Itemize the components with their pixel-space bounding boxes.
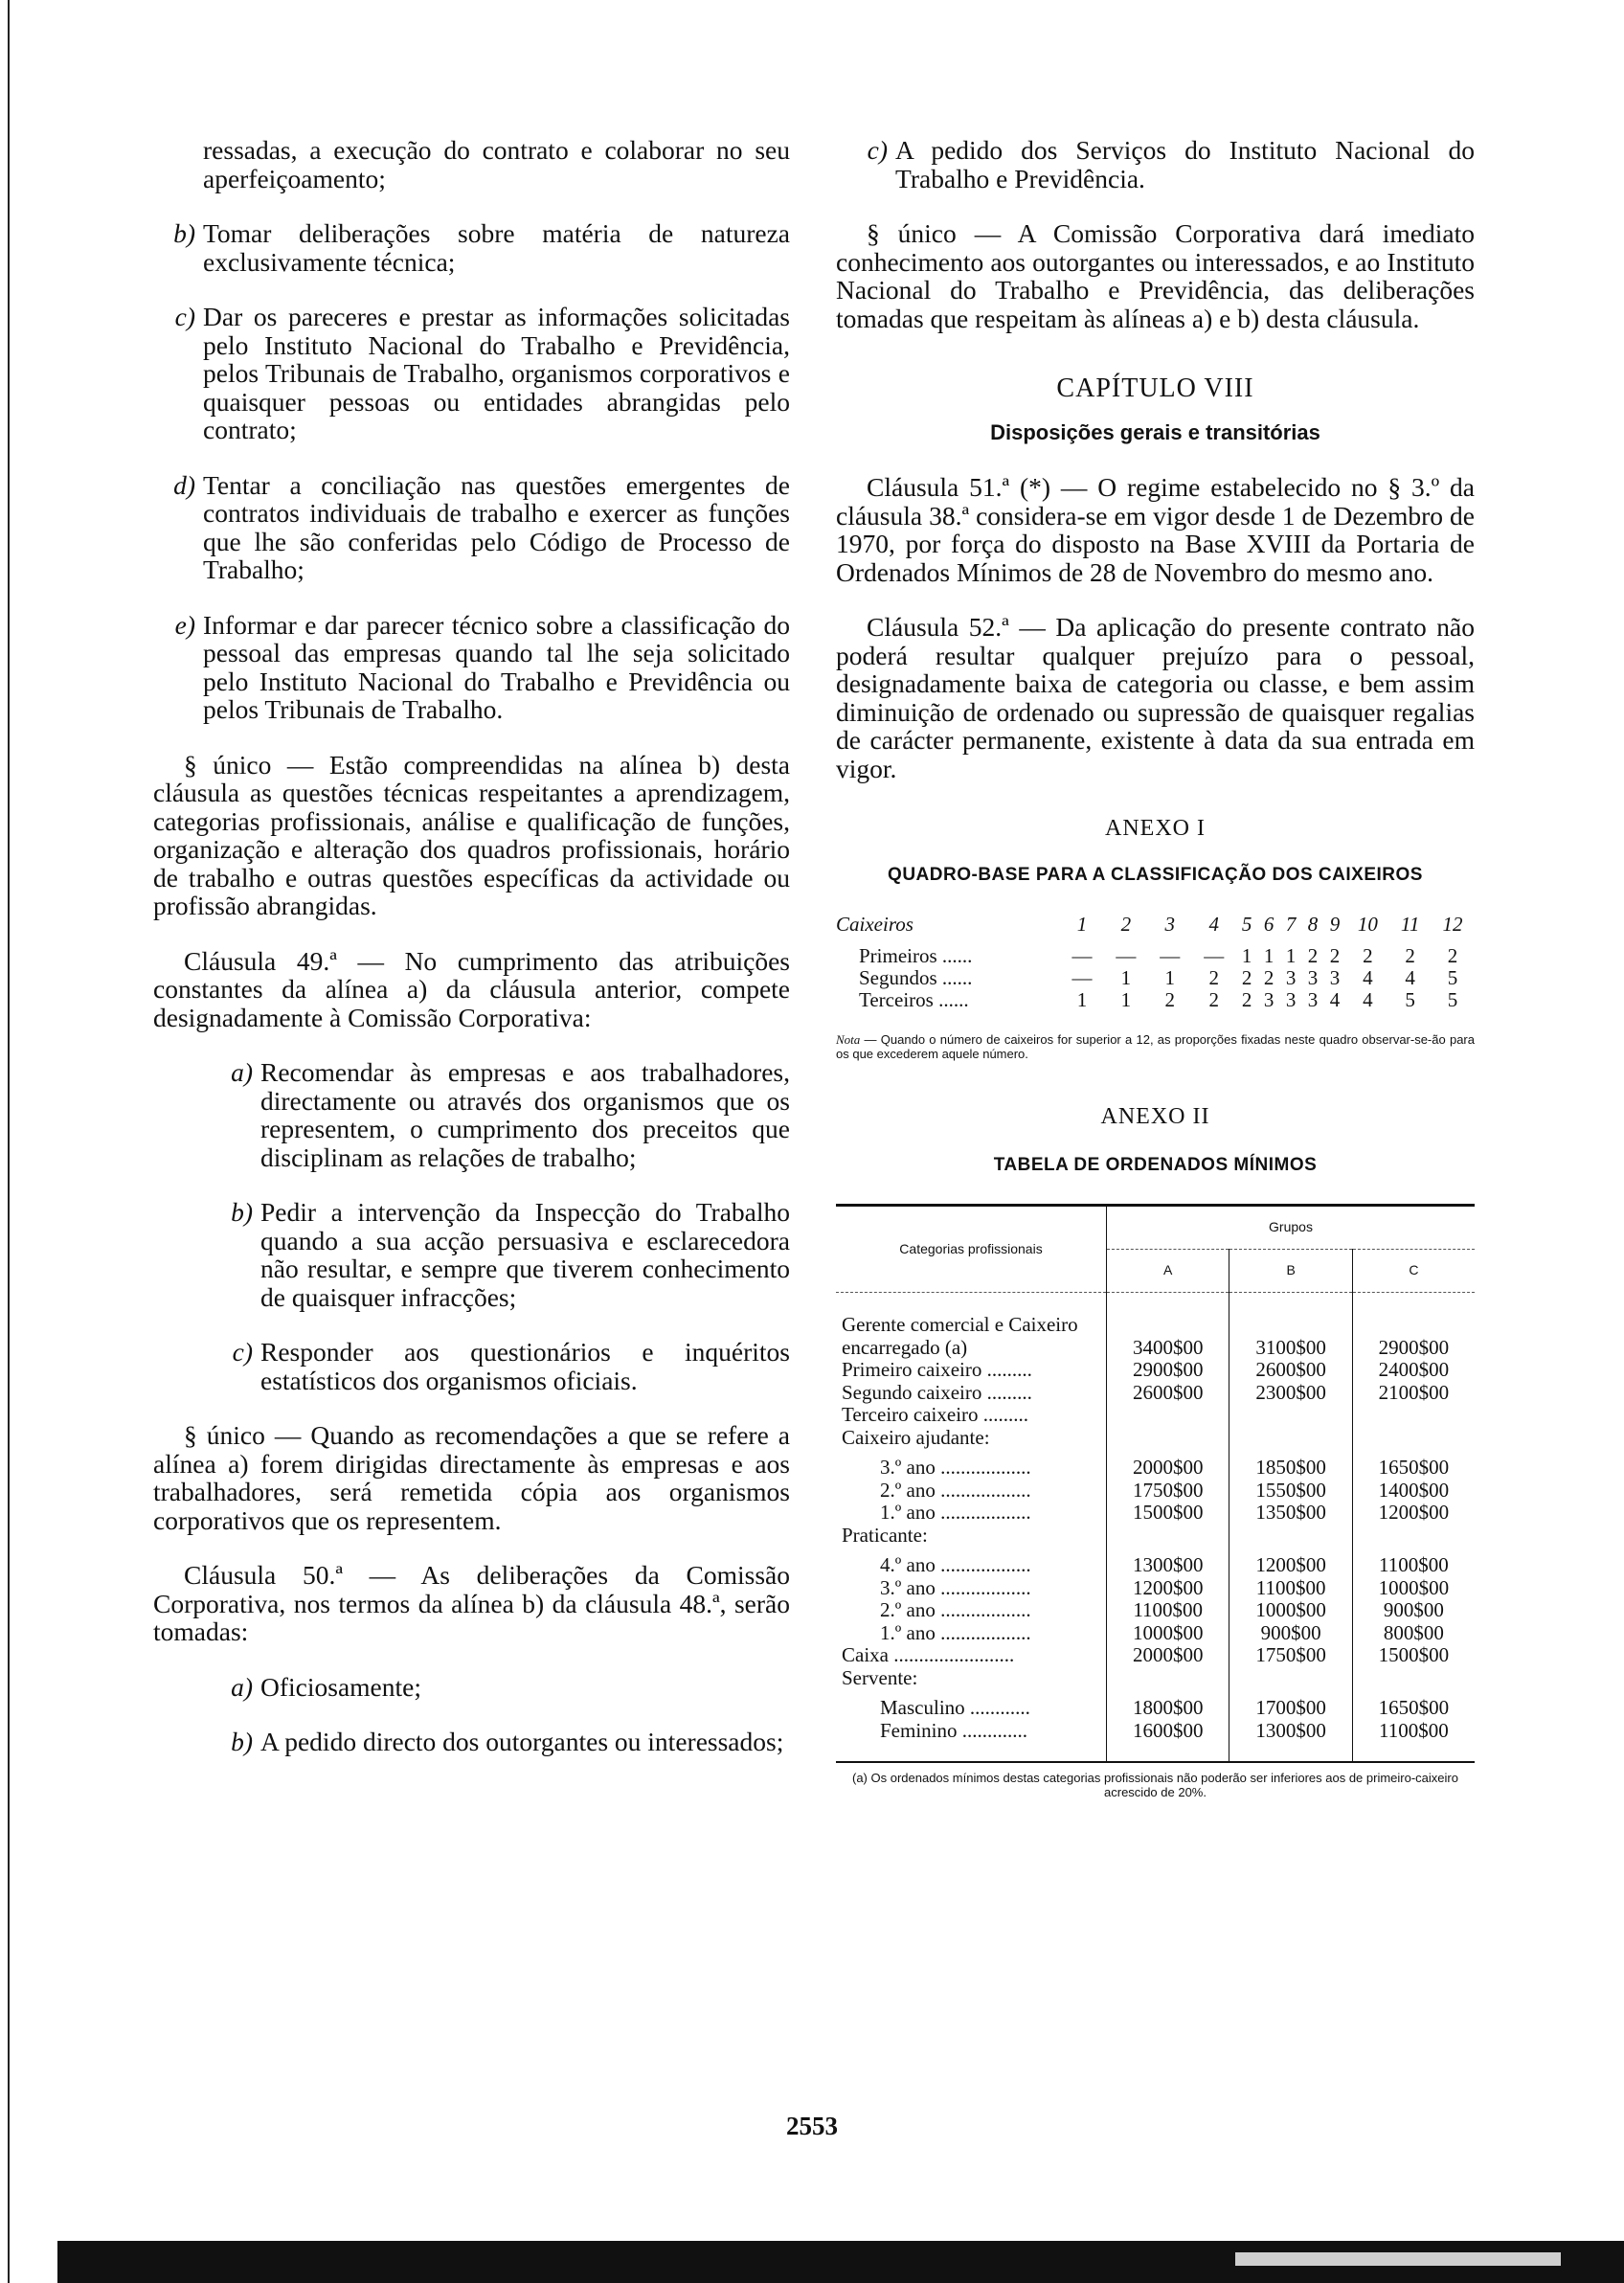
- col-header: 11: [1400, 913, 1420, 936]
- section-cell: Servente:: [842, 1665, 918, 1689]
- clause-49-item-c: [153, 1338, 790, 1394]
- item-c: [153, 303, 790, 444]
- table-cell: 4: [1363, 988, 1373, 1011]
- value-b: 1850$00: [1229, 1457, 1352, 1480]
- table-cell: 2: [1241, 988, 1252, 1011]
- annex-2-note: (a) Os ordenados mínimos destas categorias profissionais não poderão ser inferiores aos de primeiro-caixeiro acrescido de 20%.: [852, 1771, 1458, 1799]
- table-row: [836, 1720, 1475, 1762]
- row-label: Primeiros ......: [859, 944, 973, 967]
- col-header: 4: [1208, 913, 1219, 936]
- value-b: 1550$00: [1229, 1480, 1352, 1503]
- item-c-right-text: A pedido dos Serviços do Instituto Nacional do Trabalho e Previdência.: [895, 135, 1475, 193]
- table-cell: 1: [1164, 966, 1176, 989]
- value-b: 1200$00: [1229, 1554, 1352, 1577]
- table-row: [836, 1667, 1475, 1698]
- clause-49-item-a: [153, 1058, 790, 1171]
- table-row: [836, 1502, 1475, 1525]
- value-b: 2300$00: [1229, 1382, 1352, 1405]
- table-cell: 1: [1120, 988, 1132, 1011]
- category-cell: Segundo caixeiro .........: [842, 1380, 1032, 1404]
- value-c: 1100$00: [1352, 1554, 1475, 1577]
- clause-50-b-text: A pedido directo dos outorgantes ou interessados;: [260, 1727, 784, 1756]
- caixeiros-header-label: Caixeiros: [836, 913, 914, 936]
- continuation-text: ressadas, a execução do contrato e colaborar no seu aperfeiçoamento;: [203, 135, 790, 193]
- value-c: 1650$00: [1352, 1697, 1475, 1720]
- value-c: 2100$00: [1352, 1382, 1475, 1405]
- item-d-label: d): [173, 469, 195, 500]
- value-a: 1600$00: [1107, 1720, 1229, 1762]
- clause-49-item-b: [153, 1198, 790, 1311]
- item-c-text: Dar os pareceres e prestar as informações solicitadas pelo Instituto Nacional do Trabalho e Previdência, pelos Tribunais de Trabalho, organismos corporativos e quaisquer pessoas ou entidades abrangidas pelo contrato;: [203, 302, 790, 444]
- table-cell: —: [1160, 944, 1181, 967]
- section-cell: Caixeiro ajudante:: [842, 1425, 990, 1449]
- value-b: 1350$00: [1229, 1502, 1352, 1525]
- value-a: 1100$00: [1107, 1599, 1229, 1622]
- row-label: Terceiros ......: [859, 988, 969, 1011]
- table-cell: 2: [1363, 944, 1373, 967]
- unico-paragraph-1: § único — Estão compreendidas na alínea b) desta cláusula as questões técnicas respeitantes a aprendizagem, categorias profissionais, análise e qualificação de funções, organização e alteração dos quadros profissionais, horário de trabalho e outras questões específicas da actividade ou profissão abrangidas.: [153, 749, 790, 920]
- item-d-text: Tentar a conciliação nas questões emergentes de contratos individuais de trabalho e exercer as funções que lhe são conferidas pelo Código de Processo de Trabalho;: [203, 469, 790, 584]
- table-cell: 1: [1285, 944, 1297, 967]
- row-label: Segundos ......: [859, 966, 973, 989]
- group-b-header: B: [1229, 1250, 1352, 1293]
- col-header: 12: [1442, 913, 1463, 936]
- item-b-text: Tomar deliberações sobre matéria de natureza exclusivamente técnica;: [203, 218, 790, 277]
- value-b: 1000$00: [1229, 1599, 1352, 1622]
- table-cell: —: [1116, 944, 1137, 967]
- table-cell: 5: [1447, 966, 1458, 989]
- value-b: 3100$00: [1229, 1293, 1352, 1360]
- clause-50: Cláusula 50.ª — As deliberações da Comissão Corporativa, nos termos da alínea b) da cláusula 48.ª, serão tomadas:: [153, 1560, 790, 1646]
- table-cell: 5: [1447, 988, 1458, 1011]
- annex-2-heading: ANEXO II: [1100, 1104, 1210, 1129]
- table-cell: 3: [1285, 988, 1297, 1011]
- table-cell: 3: [1307, 988, 1319, 1011]
- item-e-label: e): [174, 609, 195, 640]
- table-cell: 3: [1329, 966, 1341, 989]
- caixeiros-table: [836, 914, 1475, 1011]
- value-c: 1650$00: [1352, 1457, 1475, 1480]
- table-row: [836, 1404, 1475, 1427]
- table-row: [836, 1480, 1475, 1503]
- category-header: Categorias profissionais: [836, 1206, 1107, 1293]
- col-header: 6: [1263, 913, 1274, 936]
- value-a: 1500$00: [1107, 1502, 1229, 1525]
- value-b: 900$00: [1229, 1622, 1352, 1645]
- value-b: [1229, 1404, 1352, 1427]
- table-cell: 2: [1307, 944, 1319, 967]
- item-c-right-label: c): [867, 135, 888, 165]
- category-cell: 1.º ano ..................: [880, 1620, 1031, 1644]
- table-cell: 1: [1120, 966, 1132, 989]
- table-cell: 1: [1076, 988, 1088, 1011]
- table-cell: 2: [1164, 988, 1176, 1011]
- category-cell: Masculino ............: [880, 1696, 1030, 1719]
- table-cell: 1: [1263, 944, 1274, 967]
- section-cell: Praticante:: [842, 1523, 928, 1547]
- table-cell: 3: [1263, 988, 1274, 1011]
- item-d: [153, 471, 790, 584]
- clause-50-a-label: a): [231, 1671, 253, 1702]
- page-number: 2553: [786, 2112, 838, 2140]
- table-cell: 4: [1329, 988, 1341, 1011]
- category-cell: Feminino .............: [880, 1718, 1028, 1742]
- col-header: 7: [1285, 913, 1297, 936]
- col-header: 2: [1120, 913, 1132, 936]
- value-c: 1000$00: [1352, 1577, 1475, 1600]
- caixeiros-header-row: [836, 914, 1475, 945]
- clause-49-c-label: c): [232, 1337, 253, 1367]
- table-cell: 2: [1405, 944, 1415, 967]
- category-cell: Caixa ........................: [842, 1643, 1015, 1666]
- table-row: [836, 1554, 1475, 1577]
- clause-49-b-text: Pedir a intervenção da Inspecção do Trabalho quando a sua acção persuasiva e esclarecedora não resultar, e sempre que tiverem conhecimento de quaisquer infracções;: [260, 1197, 790, 1312]
- clause-50-a-text: Oficiosamente;: [260, 1671, 421, 1702]
- value-c: 2400$00: [1352, 1359, 1475, 1382]
- col-header: 8: [1307, 913, 1319, 936]
- table-row: [836, 945, 1475, 967]
- table-cell: 5: [1405, 988, 1415, 1011]
- table-cell: 2: [1208, 966, 1219, 989]
- value-c: 900$00: [1352, 1599, 1475, 1622]
- unico-paragraph-2: § único — Quando as recomendações a que se refere a alínea a) forem dirigidas directamente às empresas e aos trabalhadores, será remetida cópia aos organismos corporativos que os representem.: [153, 1420, 790, 1535]
- chapter-subtitle: Disposições gerais e transitórias: [990, 419, 1320, 444]
- group-a-header: A: [1107, 1250, 1229, 1293]
- table-row: [836, 1457, 1475, 1480]
- table-cell: —: [1071, 966, 1093, 989]
- value-a: 1750$00: [1107, 1480, 1229, 1503]
- annex-1-note-label: Nota: [836, 1032, 861, 1047]
- salary-header-row: [836, 1206, 1475, 1250]
- value-b: 1300$00: [1229, 1720, 1352, 1762]
- annex-1-note: [836, 1032, 1475, 1061]
- value-a: 1000$00: [1107, 1622, 1229, 1645]
- table-row: [836, 1359, 1475, 1382]
- value-c: 1400$00: [1352, 1480, 1475, 1503]
- clause-49-c-text: Responder aos questionários e inquéritos estatísticos dos organismos oficiais.: [260, 1337, 790, 1395]
- table-cell: 1: [1241, 944, 1252, 967]
- table-cell: 2: [1241, 966, 1252, 989]
- groups-header: Grupos: [1107, 1206, 1476, 1250]
- value-a: 3400$00: [1107, 1293, 1229, 1360]
- clause-49-a-label: a): [231, 1057, 253, 1087]
- value-c: 800$00: [1352, 1622, 1475, 1645]
- clause-50-item-a: [153, 1673, 790, 1702]
- table-cell: 3: [1285, 966, 1297, 989]
- table-cell: 4: [1363, 966, 1373, 989]
- category-cell: 4.º ano ..................: [880, 1553, 1031, 1576]
- table-row: [836, 989, 1475, 1011]
- table-cell: —: [1071, 944, 1093, 967]
- value-c: 1200$00: [1352, 1502, 1475, 1525]
- clause-50-b-label: b): [231, 1727, 253, 1756]
- col-header: 5: [1241, 913, 1252, 936]
- category-cell: 3.º ano ..................: [880, 1456, 1031, 1479]
- category-cell: 1.º ano ..................: [880, 1501, 1031, 1524]
- item-c-right: [836, 136, 1475, 192]
- table-cell: 2: [1329, 944, 1341, 967]
- salary-table: [836, 1204, 1475, 1761]
- table-row: [836, 1622, 1475, 1645]
- unico-paragraph-3: § único — A Comissão Corporativa dará imediato conhecimento aos outorgantes ou interessados, e ao Instituto Nacional do Trabalho e Previdência, das deliberações tomadas que respeitam às alíneas a) e b) desta cláusula.: [836, 218, 1475, 333]
- value-a: [1107, 1404, 1229, 1427]
- table-row: [836, 1427, 1475, 1458]
- table-cell: 2: [1208, 988, 1219, 1011]
- table-row: [836, 1293, 1475, 1360]
- item-e-text: Informar e dar parecer técnico sobre a classificação do pessoal das empresas quando tal lhe seja solicitado pelo Instituto Nacional do Trabalho e Previdência ou pelos Tribunais de Trabalho.: [203, 609, 790, 724]
- left-column: [153, 136, 790, 1756]
- category-cell: 2.º ano ..................: [880, 1598, 1031, 1621]
- value-c: 1100$00: [1352, 1720, 1475, 1762]
- annex-1-title: QUADRO-BASE PARA A CLASSIFICAÇÃO DOS CAIXEIROS: [888, 864, 1423, 885]
- clause-52: Cláusula 52.ª — Da aplicação do presente contrato não poderá resultar qualquer prejuízo para o pessoal, designadamente baixa de categoria ou classe, e bem assim diminuição de ordenado ou supressão de quaisquer regalias de carácter permanente, existente à data da sua entrada em vigor.: [836, 612, 1475, 783]
- item-c-label: c): [174, 302, 195, 331]
- clause-49-b-label: b): [231, 1197, 253, 1227]
- value-c: [1352, 1404, 1475, 1427]
- table-row: [836, 1382, 1475, 1405]
- item-b-label: b): [173, 218, 195, 248]
- table-row: [836, 1577, 1475, 1600]
- clause-49-a-text: Recomendar às empresas e aos trabalhadores, directamente ou através dos organismos que os representem, o cumprimento dos preceitos que disciplinam as relações de trabalho;: [260, 1057, 790, 1172]
- group-c-header: C: [1352, 1250, 1475, 1293]
- category-cell: Gerente comercial e Caixeiro encarregado (a): [842, 1313, 1078, 1359]
- scan-edge-highlight: [1235, 2252, 1561, 2266]
- col-header: 10: [1357, 913, 1378, 936]
- annex-1-heading: ANEXO I: [1105, 816, 1206, 841]
- value-b: 2600$00: [1229, 1359, 1352, 1382]
- value-b: 1700$00: [1229, 1697, 1352, 1720]
- value-a: 1300$00: [1107, 1554, 1229, 1577]
- clause-51: Cláusula 51.ª (*) — O regime estabelecido no § 3.º da cláusula 38.ª considera-se em vigor desde 1 de Dezembro de 1970, por força do disposto na Base XVIII da Portaria de Ordenados Mínimos de 28 de Novembro do mesmo ano.: [836, 472, 1475, 587]
- value-b: 1750$00: [1229, 1644, 1352, 1667]
- table-row: [836, 1525, 1475, 1555]
- table-cell: 3: [1307, 966, 1319, 989]
- col-header: 3: [1164, 913, 1176, 936]
- value-b: 1100$00: [1229, 1577, 1352, 1600]
- value-c: 1500$00: [1352, 1644, 1475, 1667]
- category-cell: Primeiro caixeiro .........: [842, 1358, 1032, 1381]
- clause-50-item-b: [153, 1728, 790, 1756]
- value-a: 1800$00: [1107, 1697, 1229, 1720]
- right-column: [836, 136, 1475, 1799]
- value-a: 1200$00: [1107, 1577, 1229, 1600]
- table-row: [836, 1697, 1475, 1720]
- chapter-heading: CAPÍTULO VIII: [1056, 373, 1254, 403]
- table-row: [836, 1599, 1475, 1622]
- value-a: 2900$00: [1107, 1359, 1229, 1382]
- clause-49: Cláusula 49.ª — No cumprimento das atribuições constantes da alínea a) da cláusula anterior, compete designadamente à Comissão Corporativa:: [153, 945, 790, 1032]
- value-c: 2900$00: [1352, 1293, 1475, 1360]
- item-e: [153, 611, 790, 724]
- table-row: [836, 967, 1475, 989]
- col-header: 1: [1076, 913, 1088, 936]
- table-cell: 2: [1447, 944, 1458, 967]
- annex-2-title: TABELA DE ORDENADOS MÍNIMOS: [993, 1154, 1318, 1175]
- category-cell: 2.º ano ..................: [880, 1478, 1031, 1502]
- table-cell: 4: [1405, 966, 1415, 989]
- annex-1-note-text: — Quando o número de caixeiros for superior a 12, as proporções fixadas neste quadro observar-se-ão para os que excederem aquele número.: [836, 1032, 1475, 1061]
- salary-table-bottom-rule: [836, 1761, 1475, 1763]
- value-a: 2000$00: [1107, 1457, 1229, 1480]
- category-cell: Terceiro caixeiro .........: [842, 1403, 1029, 1426]
- table-cell: —: [1204, 944, 1225, 967]
- value-a: 2600$00: [1107, 1382, 1229, 1405]
- table-row: [836, 1644, 1475, 1667]
- table-cell: 2: [1263, 966, 1274, 989]
- item-b: [153, 219, 790, 276]
- category-cell: 3.º ano ..................: [880, 1575, 1031, 1599]
- col-header: 9: [1329, 913, 1341, 936]
- continuation-paragraph: [153, 136, 790, 192]
- value-a: 2000$00: [1107, 1644, 1229, 1667]
